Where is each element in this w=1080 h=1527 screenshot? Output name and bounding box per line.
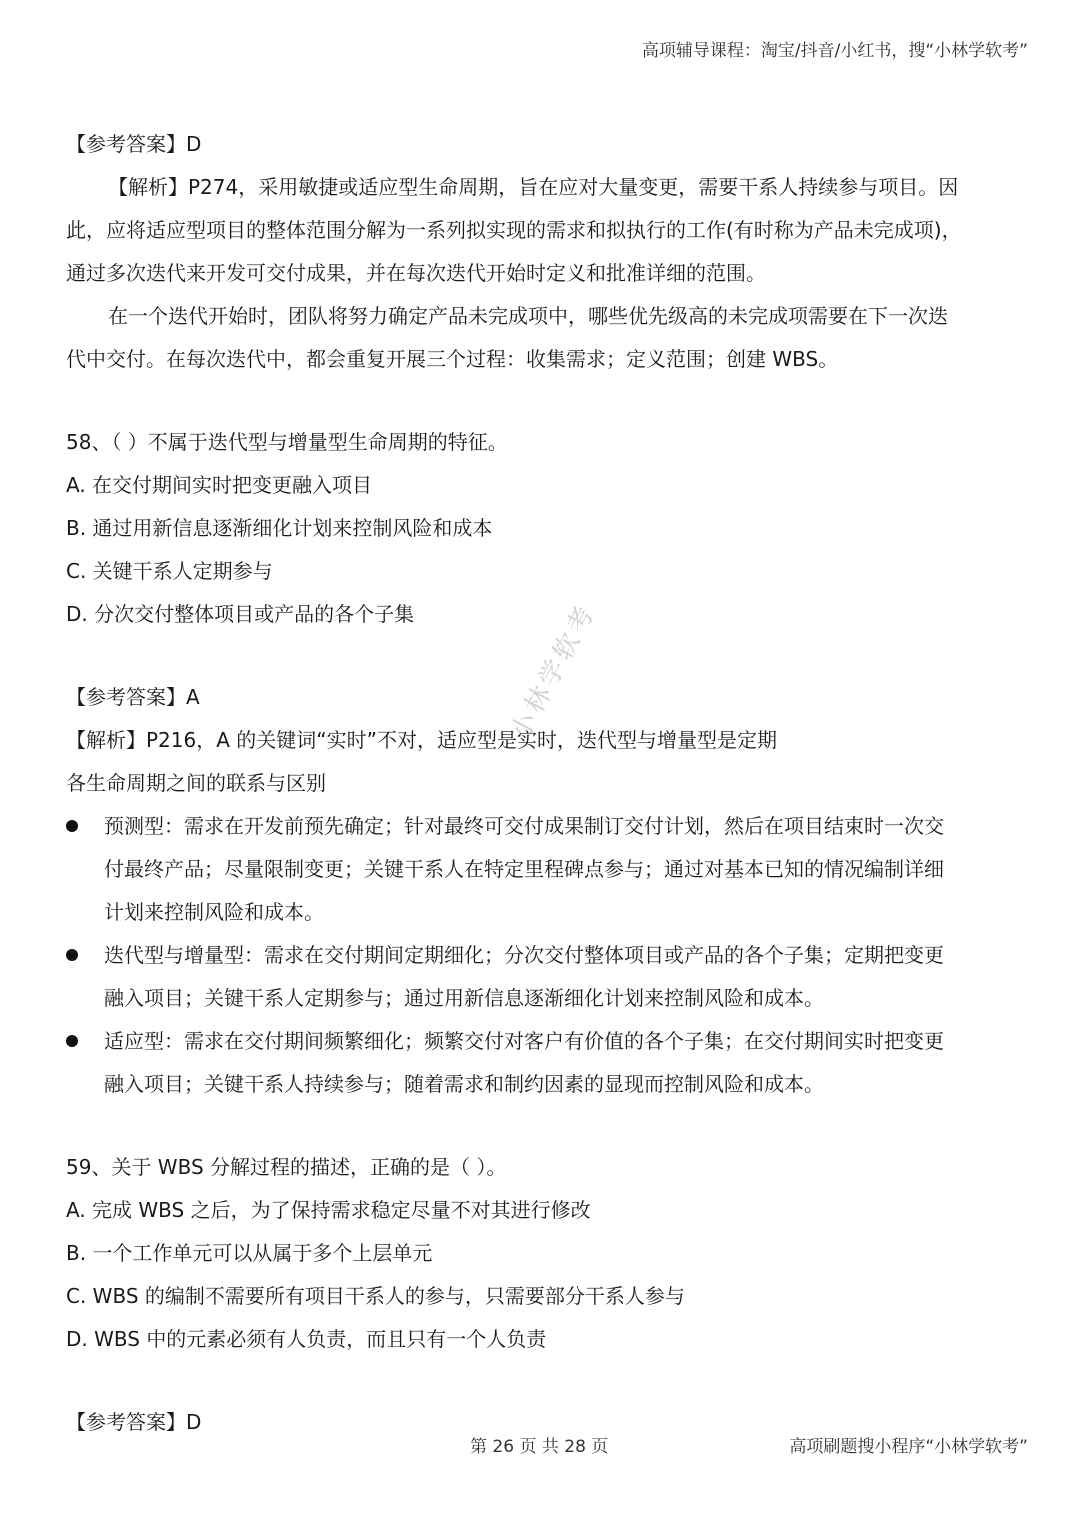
- analysis-57-line-3: 通过多次迭代来开发可交付成果，并在每次迭代开始时定义和批准详细的范围。: [66, 261, 766, 285]
- analysis-57-para2-line-1: 在一个迭代开始时，团队将努力确定产品未完成项中，哪些优先级高的未完成项需要在下一次迭: [108, 304, 948, 328]
- watermark: 小林学软考: [505, 598, 603, 745]
- analysis-57-line-2: 此，应将适应型项目的整体范围分解为一系列拟实现的需求和拟执行的工作(有时称为产品未完成项)，: [66, 218, 962, 242]
- answer-59: 【参考答案】D: [66, 1410, 202, 1434]
- bullet-dot-iterative: [66, 949, 78, 961]
- question-58: 58、（ ）不属于迭代型与增量型生命周期的特征。: [66, 430, 508, 454]
- bullet-predictive-line-3: 计划来控制风险和成本。: [104, 900, 324, 924]
- lifecycle-subtitle: 各生命周期之间的联系与区别: [66, 771, 326, 795]
- q58-option-c: C. 关键干系人定期参与: [66, 559, 273, 583]
- bullet-adaptive-line-1: 适应型：需求在交付期间频繁细化；频繁交付对客户有价值的各个子集；在交付期间实时把变更: [104, 1029, 944, 1053]
- bullet-predictive-line-1: 预测型：需求在开发前预先确定；针对最终可交付成果制订交付计划，然后在项目结束时一次交: [104, 814, 944, 838]
- q59-option-d: D. WBS 中的元素必须有人负责，而且只有一个人负责: [66, 1327, 547, 1351]
- q58-option-d: D. 分次交付整体项目或产品的各个子集: [66, 602, 415, 626]
- bullet-iterative-line-2: 融入项目；关键干系人定期参与；通过用新信息逐渐细化计划来控制风险和成本。: [104, 986, 824, 1010]
- bullet-dot-predictive: [66, 820, 78, 832]
- analysis-58: 【解析】P216，A 的关键词“实时”不对，适应型是实时，迭代型与增量型是定期: [66, 728, 777, 752]
- bullet-adaptive-line-2: 融入项目；关键干系人持续参与；随着需求和制约因素的显现而控制风险和成本。: [104, 1072, 824, 1096]
- answer-58: 【参考答案】A: [66, 685, 200, 709]
- q59-option-a: A. 完成 WBS 之后，为了保持需求稳定尽量不对其进行修改: [66, 1198, 591, 1222]
- bullet-dot-adaptive: [66, 1035, 78, 1047]
- answer-57: 【参考答案】D: [66, 132, 202, 156]
- q59-option-b: B. 一个工作单元可以从属于多个上层单元: [66, 1241, 433, 1265]
- analysis-57-line-1: 【解析】P274，采用敏捷或适应型生命周期，旨在应对大量变更，需要干系人持续参与项目。因: [108, 175, 959, 199]
- q58-option-a: A. 在交付期间实时把变更融入项目: [66, 473, 373, 497]
- header-note: 高项辅导课程：淘宝/抖音/小红书，搜“小林学软考”: [641, 41, 1028, 61]
- q59-option-c: C. WBS 的编制不需要所有项目干系人的参与，只需要部分干系人参与: [66, 1284, 685, 1308]
- q58-option-b: B. 通过用新信息逐渐细化计划来控制风险和成本: [66, 516, 493, 540]
- page-number: 第 26 页 共 28 页: [470, 1437, 609, 1457]
- bullet-predictive-line-2: 付最终产品；尽量限制变更；关键干系人在特定里程碑点参与；通过对基本已知的情况编制详细: [104, 857, 944, 881]
- analysis-57-para2-line-2: 代中交付。在每次迭代中，都会重复开展三个过程：收集需求；定义范围；创建 WBS。: [66, 347, 839, 371]
- question-59: 59、关于 WBS 分解过程的描述，正确的是（ ）。: [66, 1155, 507, 1179]
- bullet-iterative-line-1: 迭代型与增量型：需求在交付期间定期细化；分次交付整体项目或产品的各个子集；定期把变更: [104, 943, 944, 967]
- footer-note: 高项刷题搜小程序“小林学软考”: [789, 1437, 1028, 1457]
